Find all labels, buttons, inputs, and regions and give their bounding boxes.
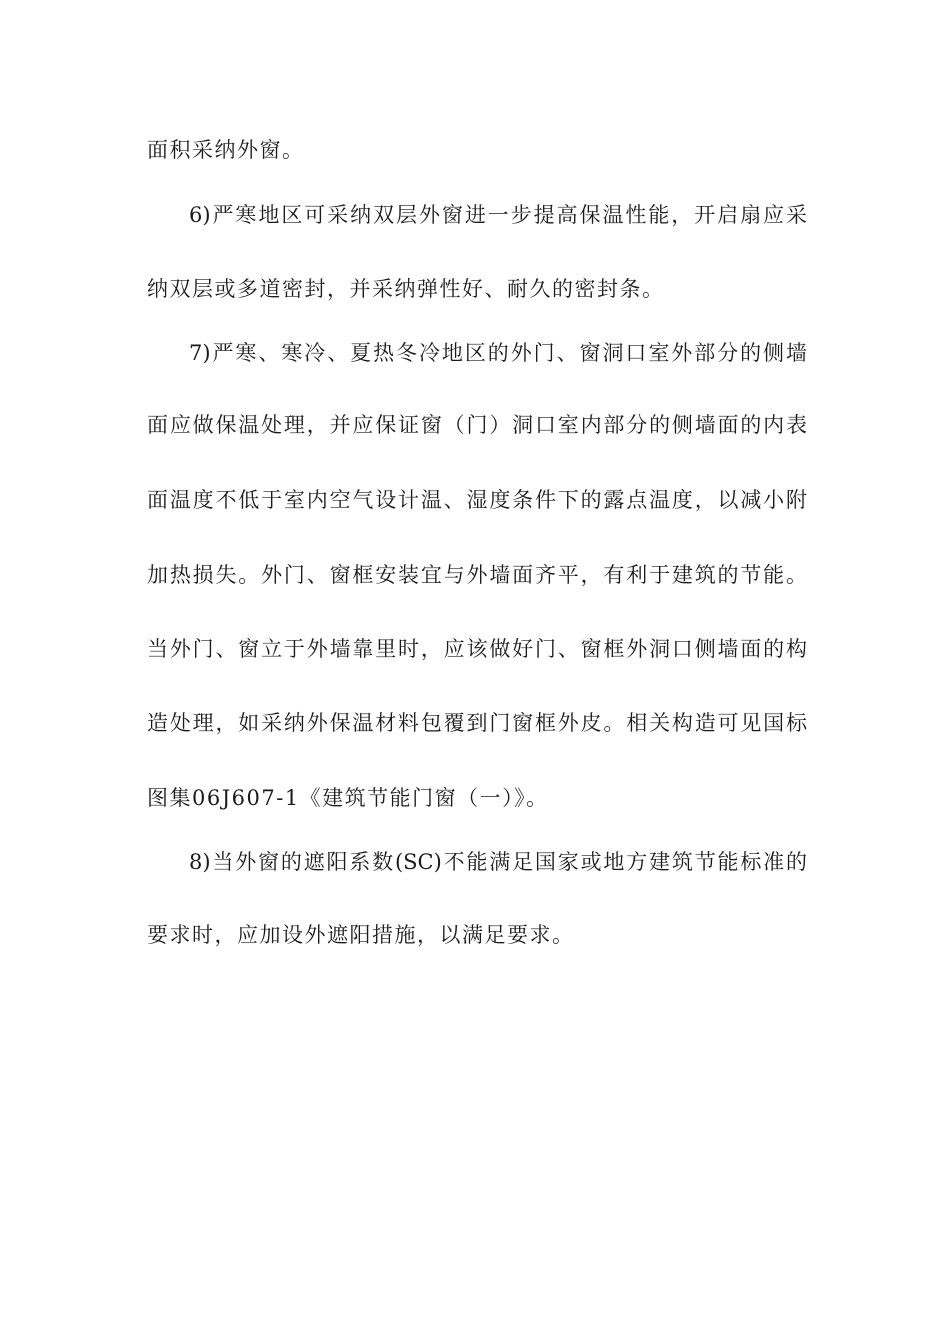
paragraph-line: 当外门、窗立于外墙靠里时，应该做好门、窗框外洞口侧墙面的构 bbox=[147, 637, 807, 661]
paragraph-line: 面温度不低于室内空气设计温、湿度条件下的露点温度，以减小附 bbox=[147, 488, 807, 512]
paragraph-line: 7)严寒、寒冷、夏热冬冷地区的外门、窗洞口室外部分的侧墙 bbox=[189, 341, 807, 365]
paragraph-line: 加热损失。外门、窗框安装宜与外墙面齐平，有利于建筑的节能。 bbox=[147, 563, 807, 587]
paragraph-line: 8)当外窗的遮阳系数(SC)不能满足国家或地方建筑节能标准的 bbox=[189, 850, 807, 874]
paragraph-line: 纳双层或多道密封，并采纳弹性好、耐久的密封条。 bbox=[147, 277, 665, 301]
paragraph-line: 面应做保温处理，并应保证窗（门）洞口室内部分的侧墙面的内表 bbox=[147, 413, 807, 437]
paragraph-line: 要求时，应加设外遮阳措施，以满足要求。 bbox=[147, 923, 575, 947]
paragraph-line: 6)严寒地区可采纳双层外窗进一步提高保温性能，开启扇应采 bbox=[189, 203, 807, 227]
paragraph-line: 图集06J607-1《建筑节能门窗（一）》。 bbox=[147, 786, 549, 810]
paragraph-line: 面积采纳外窗。 bbox=[147, 138, 305, 162]
paragraph-line: 造处理，如采纳外保温材料包覆到门窗框外皮。相关构造可见国标 bbox=[147, 711, 807, 735]
